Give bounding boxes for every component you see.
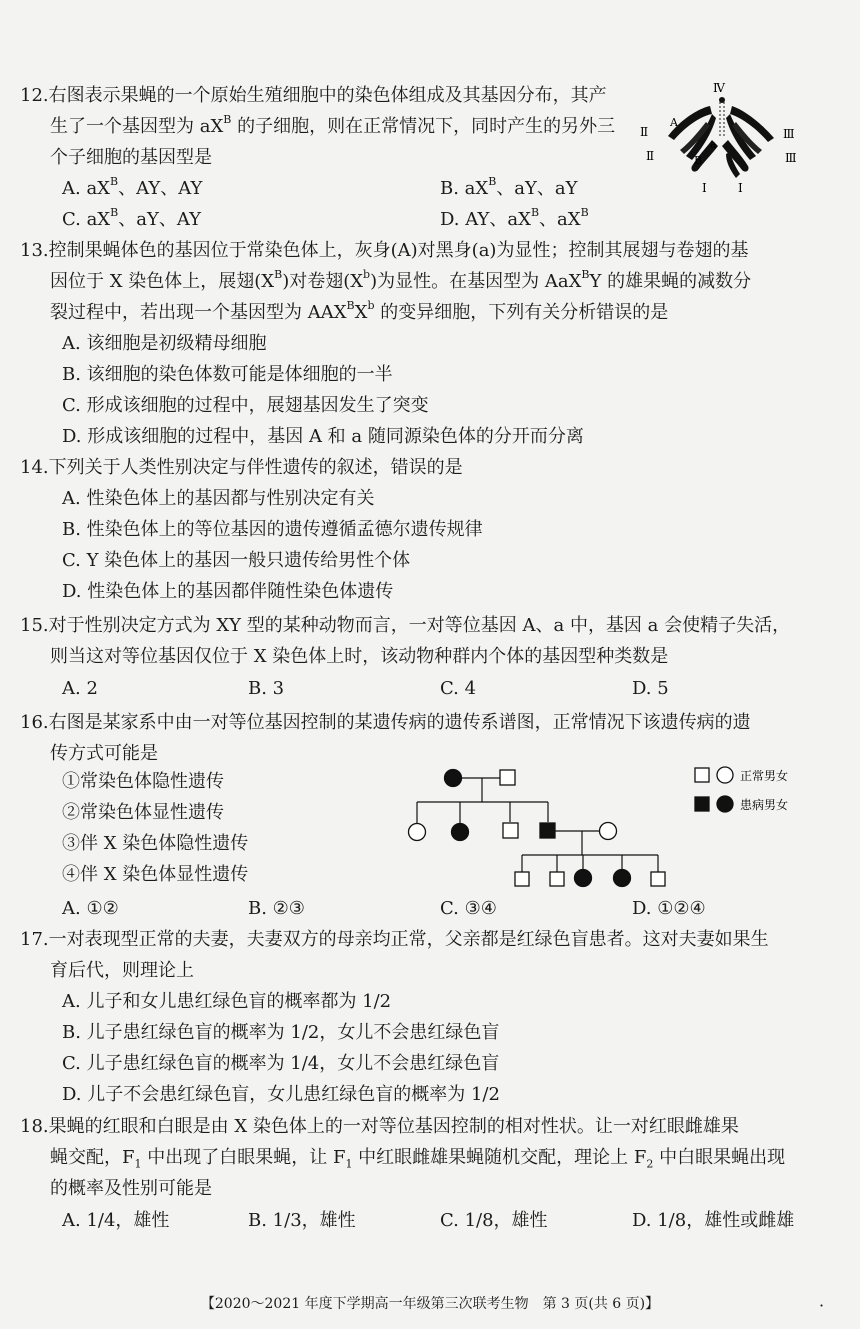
q14-option-a: A. 性染色体上的基因都与性别决定有关 — [62, 488, 375, 509]
q14-option-c: C. Y 染色体上的基因一般只遗传给男性个体 — [62, 550, 411, 571]
label-gene-B: B — [694, 154, 703, 167]
label-i-right: Ⅰ — [738, 181, 743, 195]
label-ii-upper: Ⅱ — [640, 125, 649, 139]
q16-option-d: D. ①②④ — [632, 898, 706, 919]
q15-option-a: A. 2 — [62, 678, 98, 699]
legend-male-affected-icon — [695, 797, 709, 811]
pedigree-gen1-male-normal — [500, 770, 515, 785]
q17-option-b: B. 儿子患红绿色盲的概率为 1/2，女儿不会患红绿色盲 — [62, 1022, 500, 1043]
pedigree-gen2-female-normal — [409, 824, 426, 841]
label-gene-a: a — [710, 138, 717, 151]
q17-line-2: 育后代，则理论上 — [50, 960, 194, 981]
q12-option-c: C. $aX^B$、aY、AY — [62, 206, 201, 230]
q18-option-a: A. 1/4，雄性 — [62, 1210, 170, 1231]
pedigree-gen2-female-affected — [452, 824, 469, 841]
q16-option-a: A. ①② — [62, 898, 119, 919]
label-iii-upper: Ⅲ — [783, 127, 795, 141]
q16-choice-3: ③伴 X 染色体隐性遗传 — [62, 833, 249, 854]
q18-line-2: 蝇交配，$F_1$ 中出现了白眼果蝇，让 $F_1$ 中红眼雌雄果蝇随机交配，理论上 $F_2$ 中白眼果蝇出现 — [50, 1147, 786, 1171]
q12-line-2: 生了一个基因型为 $aX^B$ 的子细胞，则在正常情况下，同时产生的另外三 — [50, 113, 616, 137]
q18-option-b: B. 1/3，雄性 — [248, 1210, 356, 1231]
q13-option-c: C. 形成该细胞的过程中，展翅基因发生了突变 — [62, 395, 429, 416]
legend-female-affected-icon — [717, 796, 733, 812]
q12-option-b: B. $aX^B$、aY、aY — [440, 175, 578, 199]
q18-line-1: 18.果蝇的红眼和白眼是由 X 染色体上的一对等位基因控制的相对性状。让一对红眼雌雄果 — [20, 1116, 739, 1137]
q15-option-c: C. 4 — [440, 678, 477, 699]
q14-line-1: 14.下列关于人类性别决定与伴性遗传的叙述，错误的是 — [20, 457, 463, 478]
pedigree-gen3-female-affected-2 — [614, 870, 631, 887]
pedigree-gen3-male-normal-1 — [515, 872, 529, 886]
q15-option-b: B. 3 — [248, 678, 285, 699]
q13-option-b: B. 该细胞的染色体数可能是体细胞的一半 — [62, 364, 393, 385]
q13-option-d: D. 形成该细胞的过程中，基因 A 和 a 随同源染色体的分开而分离 — [62, 426, 584, 447]
q14-option-d: D. 性染色体上的基因都伴随性染色体遗传 — [62, 581, 394, 602]
q13-line-3: 裂过程中，若出现一个基因型为 $AAX^BX^b$ 的变异细胞，下列有关分析错误的是 — [50, 299, 669, 323]
q13-line-1: 13.控制果蝇体色的基因位于常染色体上，灰身(A)对黑身(a)为显性；控制其展翅与卷翅的基 — [20, 240, 749, 261]
legend-male-normal-icon — [695, 768, 709, 782]
legend-female-normal-icon — [717, 767, 733, 783]
pedigree-gen3-female-affected-1 — [575, 870, 592, 887]
corner-dot: · — [819, 1296, 825, 1315]
label-ii-lower: Ⅱ — [646, 149, 655, 163]
label-iv: Ⅳ — [713, 81, 725, 95]
q17-line-1: 17.一对表现型正常的夫妻，夫妻双方的母亲均正常，父亲都是红绿色盲患者。这对夫妻如果生 — [20, 929, 769, 950]
q18-line-3: 的概率及性别可能是 — [50, 1178, 212, 1199]
q12-option-d: D. AY、$aX^B$、$aX^B$ — [440, 206, 589, 230]
pedigree-gen2-male-normal — [503, 823, 518, 838]
q17-option-d: D. 儿子不会患红绿色盲，女儿患红绿色盲的概率为 1/2 — [62, 1084, 500, 1105]
label-iii-lower: Ⅲ — [785, 151, 797, 165]
q16-line-2: 传方式可能是 — [50, 743, 158, 764]
q16-option-b: B. ②③ — [248, 898, 305, 919]
q17-option-a: A. 儿子和女儿患红绿色盲的概率都为 1/2 — [62, 991, 392, 1012]
pedigree-gen3-male-normal-3 — [651, 872, 665, 886]
chromosome-figure — [640, 78, 800, 203]
q13-option-a: A. 该细胞是初级精母细胞 — [62, 333, 267, 354]
q16-choice-1: ①常染色体隐性遗传 — [62, 771, 224, 792]
q15-line-2: 则当这对等位基因仅位于 X 染色体上时，该动物种群内个体的基因型种类数是 — [50, 646, 669, 667]
q16-option-c: C. ③④ — [440, 898, 497, 919]
q18-option-c: C. 1/8，雄性 — [440, 1210, 548, 1231]
q16-choice-2: ②常染色体显性遗传 — [62, 802, 224, 823]
page-footer: 【2020～2021 年度下学期高一年级第三次联考生物 第 3 页(共 6 页)】 — [200, 1296, 660, 1312]
pedigree-gen1-female-affected — [445, 770, 462, 787]
q15-line-1: 15.对于性别决定方式为 XY 型的某种动物而言，一对等位基因 A、a 中，基因 a 会使精子失活， — [20, 615, 791, 636]
q12-option-a: A. $aX^B$、AY、AY — [62, 175, 203, 199]
label-gene-A: A — [670, 116, 678, 129]
q18-option-d: D. 1/8，雄性或雌雄 — [632, 1210, 795, 1231]
q12-line-3: 个子细胞的基因型是 — [50, 147, 212, 168]
legend-affected-label: 患病男女 — [740, 798, 789, 812]
q17-option-c: C. 儿子患红绿色盲的概率为 1/4，女儿不会患红绿色盲 — [62, 1053, 500, 1074]
q16-choice-4: ④伴 X 染色体显性遗传 — [62, 864, 249, 885]
q14-option-b: B. 性染色体上的等位基因的遗传遵循孟德尔遗传规律 — [62, 519, 483, 540]
legend-normal-label: 正常男女 — [740, 769, 789, 783]
q15-option-d: D. 5 — [632, 678, 669, 699]
q12-line-1: 12.右图表示果蝇的一个原始生殖细胞中的染色体组成及其基因分布，其产 — [20, 85, 607, 106]
q16-line-1: 16.右图是某家系中由一对等位基因控制的某遗传病的遗传系谱图，正常情况下该遗传病的遗 — [20, 712, 751, 733]
pedigree-gen3-male-normal-2 — [550, 872, 564, 886]
pedigree-chart — [400, 762, 840, 892]
pedigree-gen2-male-affected — [540, 823, 555, 838]
q13-line-2: 因位于 X 染色体上，展翅$(X^B)$对卷翅$(X^b)$为显性。在基因型为 AaX$^B$Y 的雄果蝇的减数分 — [50, 268, 752, 292]
label-i-left: Ⅰ — [702, 181, 707, 195]
pedigree-gen2-spouse-female-normal — [600, 823, 617, 840]
